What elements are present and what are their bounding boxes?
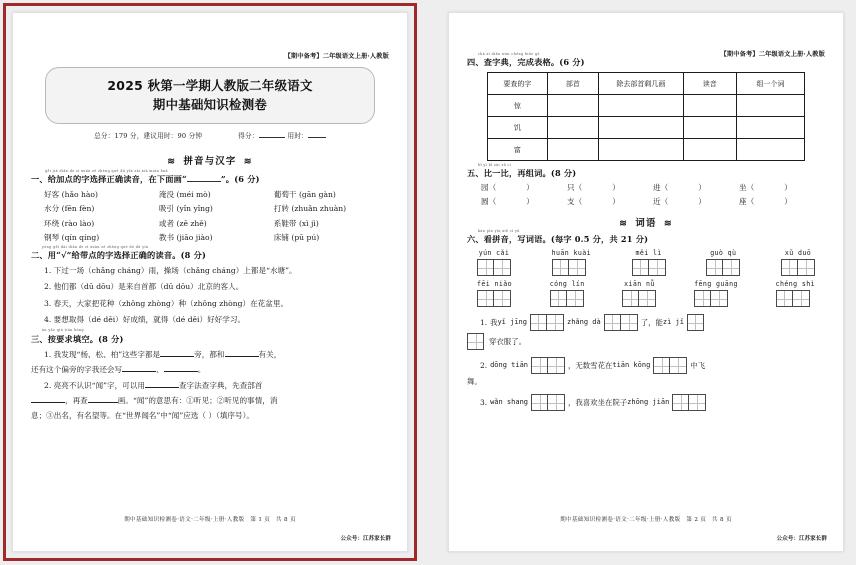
q5-pair: 支（ ） xyxy=(567,197,620,206)
tianzige-cell[interactable] xyxy=(477,290,494,307)
table-cell-blank[interactable] xyxy=(683,117,737,139)
q6-sentence-2-tail: 舞。 xyxy=(467,377,482,386)
q1-item: 系鞋带 (xì jì) xyxy=(273,218,319,228)
q1-item: 或者 (zě zhě) xyxy=(158,218,207,228)
col-header: 读音 xyxy=(683,73,737,95)
tianzige-cell[interactable] xyxy=(531,357,548,374)
table-cell-blank[interactable] xyxy=(547,139,598,161)
q1-item: 钢琴 (qín qíng) xyxy=(44,233,100,243)
wave-left-icon: ≋ xyxy=(167,157,177,168)
score-field: 得分： 用时： xyxy=(238,130,326,140)
question-2-ruby: yòng gěi dài diǎn de zì xuǎn zé zhèng què de dú yīn xyxy=(42,245,149,250)
table-cell-blank[interactable] xyxy=(599,117,683,139)
tianzige-cell[interactable] xyxy=(711,290,728,307)
q6-sentence-num: 1. xyxy=(480,317,488,327)
tianzige-group[interactable] xyxy=(781,259,815,276)
q5-pair: 园（ ） xyxy=(481,183,534,192)
q1-item: 吸引 (yǐn yǐng) xyxy=(158,204,213,214)
q6-pinyin: huān kuài xyxy=(551,249,591,257)
q6-grid-row-1 xyxy=(467,249,825,276)
q6-pinyin: xǔ duō xyxy=(784,249,812,257)
q3-item-2: 2. 亮亮不认识“闻”字，可以用 查字法查字典，先查部首 xyxy=(44,380,263,390)
document-page-2[interactable] xyxy=(442,6,850,558)
question-1-heading xyxy=(31,169,389,185)
q6-pinyin: xiān nǚ xyxy=(624,280,655,288)
q1-item: 环绕 (rào lào) xyxy=(44,218,95,228)
q5-pair: 圆（ ） xyxy=(481,197,534,206)
tianzige-cell[interactable] xyxy=(530,314,547,331)
tianzige-group[interactable] xyxy=(622,290,656,307)
exam-title-line1: 2025 秋第一学期人教版二年级语文 xyxy=(107,78,313,93)
tianzige-cell[interactable] xyxy=(639,290,656,307)
tianzige-group[interactable] xyxy=(694,290,738,307)
q6-sentence-1 xyxy=(467,314,825,331)
tianzige-group[interactable] xyxy=(552,259,591,276)
q6-sentence-pinyin: zhōng jiān xyxy=(627,397,670,406)
q1-underline-blank xyxy=(187,181,221,182)
q3-blank[interactable] xyxy=(122,371,156,372)
q6-pinyin: fēng guāng xyxy=(694,280,738,288)
tianzige-cell[interactable] xyxy=(653,357,670,374)
tianzige-group[interactable] xyxy=(632,259,666,276)
q1-row-3 xyxy=(31,218,389,229)
col-header: 要查的字 xyxy=(488,73,548,95)
col-header: 部首 xyxy=(547,73,598,95)
q6-sentence-2 xyxy=(467,357,825,374)
q6-sentence-num: 3. xyxy=(480,397,488,407)
table-cell-blank[interactable] xyxy=(547,95,598,117)
q6-sentence-pinyin: zì jǐ xyxy=(662,317,684,326)
q3-item-1: 1. 我发现“杨、松、柏”这些字都是 旁，都和 有关， xyxy=(44,349,282,359)
table-cell-char: 惊 xyxy=(488,95,548,117)
q3-blank[interactable] xyxy=(160,356,194,357)
tianzige-cell[interactable] xyxy=(687,314,704,331)
tianzige-cell[interactable] xyxy=(569,259,586,276)
banner-label: 词语 xyxy=(635,218,657,229)
tianzige-cell[interactable] xyxy=(723,259,740,276)
q5-pair: 只（ ） xyxy=(567,183,620,192)
q6-word-cell xyxy=(477,280,512,307)
question-6-ruby: kàn pīn yīn xiě cí yǔ xyxy=(478,228,520,233)
q1-row-2 xyxy=(31,203,389,214)
tianzige-cell[interactable] xyxy=(477,259,494,276)
q6-sentence-text: 我 xyxy=(490,317,498,327)
tianzige-cell[interactable] xyxy=(531,394,548,411)
q6-sentence-text: ，无数雪花在 xyxy=(568,360,613,370)
q1-item: 水分 (fēn fèn) xyxy=(44,204,95,214)
table-row xyxy=(488,117,805,139)
tianzige-cell[interactable] xyxy=(621,314,638,331)
q1-item: 教书 (jiāo jiào) xyxy=(158,233,213,243)
q5-pair: 坐（ ） xyxy=(739,183,792,192)
tianzige-cell[interactable] xyxy=(552,259,569,276)
q6-pinyin: měi lì xyxy=(635,249,662,257)
q3-item-1-cont: 还有这个偏旁的字我还会写 、 。 xyxy=(31,364,206,374)
q2-item: 1. 下过一场（chǎng cháng）雨，操场（chǎng cháng）上都是“水塘”。 xyxy=(44,266,297,276)
tianzige-group[interactable] xyxy=(477,259,511,276)
wave-right-icon: ≋ xyxy=(243,157,253,168)
q6-pinyin: cóng lín xyxy=(549,280,585,288)
q3-blank[interactable] xyxy=(88,402,118,403)
q3-blank[interactable] xyxy=(225,356,259,357)
tianzige-cell[interactable] xyxy=(567,290,584,307)
q5-pair: 座（ ） xyxy=(739,197,792,206)
question-1-heading-text: 一、给加点的字选择正确读音，在下面画“ xyxy=(31,174,187,185)
table-cell-blank[interactable] xyxy=(683,95,737,117)
q1-item: 淹没 (méi mò) xyxy=(158,189,211,199)
question-5-heading xyxy=(467,162,825,179)
q3-item-2-cont: ，再查 画。“闻”的意思有：①听见；②听见的事情，消 xyxy=(31,393,389,408)
q6-sentence-num: 2. xyxy=(480,360,488,370)
q6-word-cell xyxy=(776,280,815,307)
q6-word-cell xyxy=(622,280,656,307)
col-header: 组一个词 xyxy=(737,73,805,95)
q1-item: 葡萄干 (gān gàn) xyxy=(273,189,336,199)
exam-title-line2: 期中基础知识检测卷 xyxy=(152,97,268,113)
tianzige-cell[interactable] xyxy=(798,259,815,276)
table-cell-blank[interactable] xyxy=(599,139,683,161)
tianzige-group[interactable] xyxy=(531,357,565,374)
tianzige-group[interactable] xyxy=(706,259,740,276)
tianzige-cell[interactable] xyxy=(689,394,706,411)
tianzige-cell[interactable] xyxy=(467,333,484,350)
tianzige-cell[interactable] xyxy=(672,394,689,411)
table-cell-blank[interactable] xyxy=(737,139,805,161)
q6-sentence-3 xyxy=(467,394,825,411)
page1-wechat-note: 公众号：江苏家长群 xyxy=(340,536,391,542)
tianzige-cell[interactable] xyxy=(781,259,798,276)
table-cell-blank[interactable] xyxy=(683,139,737,161)
q6-sentence-pinyin: zhǎng dà xyxy=(566,317,601,326)
tianzige-group[interactable] xyxy=(477,290,512,307)
q6-sentence-tail: 穿衣服了。 xyxy=(489,337,526,346)
tianzige-cell[interactable] xyxy=(649,259,666,276)
q3-blank[interactable] xyxy=(31,402,65,403)
tianzige-group[interactable] xyxy=(653,357,687,374)
q3-item-2-cont2: 息；③出名，有名望等。在“世界闻名”中“闻”应选（ ）（填序号）。 xyxy=(31,410,254,420)
question-2-heading xyxy=(31,245,389,261)
table-cell-blank[interactable] xyxy=(737,117,805,139)
q6-pinyin: chéng shì xyxy=(775,280,815,288)
q6-word-cell xyxy=(706,249,740,276)
tianzige-cell[interactable] xyxy=(776,290,793,307)
banner-label: 拼音与汉字 xyxy=(183,156,237,168)
exam-score-line xyxy=(31,130,389,140)
tianzige-cell[interactable] xyxy=(604,314,621,331)
question-5-heading-text: 五、比一比，再组词。(8 分) xyxy=(467,168,577,178)
tianzige-cell[interactable] xyxy=(494,259,511,276)
wave-right-icon: ≋ xyxy=(664,219,673,229)
tianzige-cell[interactable] xyxy=(632,259,649,276)
q5-pair: 近（ ） xyxy=(653,197,706,206)
q5-pair: 进（ ） xyxy=(653,183,706,192)
section-banner-ciyu xyxy=(467,215,825,229)
q6-word-cell xyxy=(477,249,511,276)
tianzige-group[interactable] xyxy=(550,290,585,307)
table-cell-blank[interactable] xyxy=(547,117,598,139)
dictionary-lookup-table xyxy=(487,72,805,161)
question-4-ruby: chá zì diǎn wán chéng biǎo gé xyxy=(478,51,540,56)
q5-row-2 xyxy=(467,196,825,207)
col-header: 除去部首剩几画 xyxy=(599,73,683,95)
q6-pinyin: fēi niǎo xyxy=(477,280,512,288)
document-page-1[interactable] xyxy=(6,6,414,558)
tianzige-group[interactable] xyxy=(776,290,815,307)
tianzige-group[interactable] xyxy=(531,394,565,411)
q6-sentence-pinyin: yǐ jīng xyxy=(497,317,527,326)
tianzige-cell[interactable] xyxy=(548,394,565,411)
q1-row-4 xyxy=(31,232,389,243)
q6-word-cell xyxy=(694,280,738,307)
table-cell-char: 富 xyxy=(488,139,548,161)
q1-item: 打转 (zhuǎn zhuàn) xyxy=(273,204,347,214)
table-row xyxy=(488,139,805,161)
tianzige-cell[interactable] xyxy=(550,290,567,307)
tianzige-cell[interactable] xyxy=(622,290,639,307)
question-1-heading-tail: ”。(6 分) xyxy=(220,174,260,185)
table-row xyxy=(488,95,805,117)
page1-header-note: 【期中备考】二年级语文上册·人教版 xyxy=(284,53,389,60)
question-3-heading-text: 三、按要求填空。(8 分) xyxy=(31,333,124,344)
q6-sentence-pinyin: wǎn shang xyxy=(490,397,528,406)
q2-item: 2. 他们都（dū dōu）是来自首都（dū dōu）北京的客人。 xyxy=(44,282,244,292)
page2-wechat-note: 公众号：江苏家长群 xyxy=(776,536,827,542)
page2-footer: 期中基础知识检测卷·语文·二年级·上册·人教版 第 2 页 共 8 页 xyxy=(560,517,732,523)
question-4-heading-text: 四、查字典，完成表格。(6 分) xyxy=(467,57,585,67)
exam-title-box xyxy=(45,67,375,124)
tianzige-cell[interactable] xyxy=(694,290,711,307)
q6-pinyin: yún cǎi xyxy=(478,249,510,257)
q3-blank[interactable] xyxy=(164,371,198,372)
tianzige-cell[interactable] xyxy=(670,357,687,374)
tianzige-cell[interactable] xyxy=(548,357,565,374)
time-blank xyxy=(308,137,326,138)
question-6-heading xyxy=(467,228,825,245)
tianzige-group[interactable] xyxy=(530,314,564,331)
q6-sentence-1-cont xyxy=(467,333,825,350)
tianzige-group[interactable] xyxy=(467,333,484,350)
question-3-heading xyxy=(31,328,389,345)
question-2-heading-text: 二、用“√”给带点的字选择正确的读音。(8 分) xyxy=(31,250,207,261)
q6-word-cell xyxy=(552,249,591,276)
question-1-ruby: gěi jiā diǎn de zì xuǎn zé zhèng què dú yīn zài xià miàn huà xyxy=(45,169,169,174)
q6-word-cell xyxy=(550,280,585,307)
q6-sentence-pinyin: dōng tiān xyxy=(490,360,528,369)
section-banner-pinyin-hanzi xyxy=(31,153,389,167)
table-cell-blank[interactable] xyxy=(737,95,805,117)
q1-item: 床铺 (pū pú) xyxy=(273,233,320,243)
q6-pinyin: guò qù xyxy=(710,249,737,257)
page1-footer: 期中基础知识检测卷·语文·二年级·上册·人教版 第 1 页 共 8 页 xyxy=(124,517,296,523)
q6-word-cell xyxy=(632,249,666,276)
q1-row-1 xyxy=(31,189,389,200)
tianzige-group[interactable] xyxy=(604,314,638,331)
table-cell-char: 饥 xyxy=(488,117,548,139)
total-score-text: 总分：179 分，建议用时：90 分钟 xyxy=(94,132,203,141)
wave-left-icon: ≋ xyxy=(619,219,628,229)
question-6-heading-text: 六、看拼音，写词语。(每字 0.5 分，共 21 分) xyxy=(467,234,649,244)
tianzige-cell[interactable] xyxy=(547,314,564,331)
tianzige-cell[interactable] xyxy=(494,290,511,307)
table-cell-blank[interactable] xyxy=(599,95,683,117)
q6-sentence-pinyin: tiān kōng xyxy=(612,360,651,369)
page2-header-note: 【期中备考】二年级语文上册·人教版 xyxy=(720,51,825,58)
table-header-row xyxy=(488,73,805,95)
q6-sentence-text: ，我喜欢坐在院子 xyxy=(568,397,628,407)
q6-sentence-text: 了，能 xyxy=(640,317,663,327)
tianzige-cell[interactable] xyxy=(706,259,723,276)
question-5-ruby: bǐ yī bǐ zài zǔ cí xyxy=(478,162,512,167)
tianzige-group[interactable] xyxy=(687,314,704,331)
q6-word-cell xyxy=(781,249,815,276)
q2-item: 4. 要想取得（dé děi）好成绩，就得（dé děi）好好学习。 xyxy=(44,314,246,324)
q6-sentence-text: 中飞 xyxy=(690,360,706,370)
q5-row-1 xyxy=(467,182,825,193)
score-blank xyxy=(259,137,285,138)
tianzige-cell[interactable] xyxy=(793,290,810,307)
question-3-ruby: àn yāo qiú tián kòng xyxy=(42,328,84,333)
q6-grid-row-2 xyxy=(467,280,825,307)
q3-blank[interactable] xyxy=(145,387,179,388)
q1-item: 好客 (hǎo hào) xyxy=(44,189,98,199)
tianzige-group[interactable] xyxy=(672,394,706,411)
q2-item: 3. 春天，大家把花种（zhǒng zhòng）种（zhǒng zhòng）在花盆里。 xyxy=(44,298,289,308)
